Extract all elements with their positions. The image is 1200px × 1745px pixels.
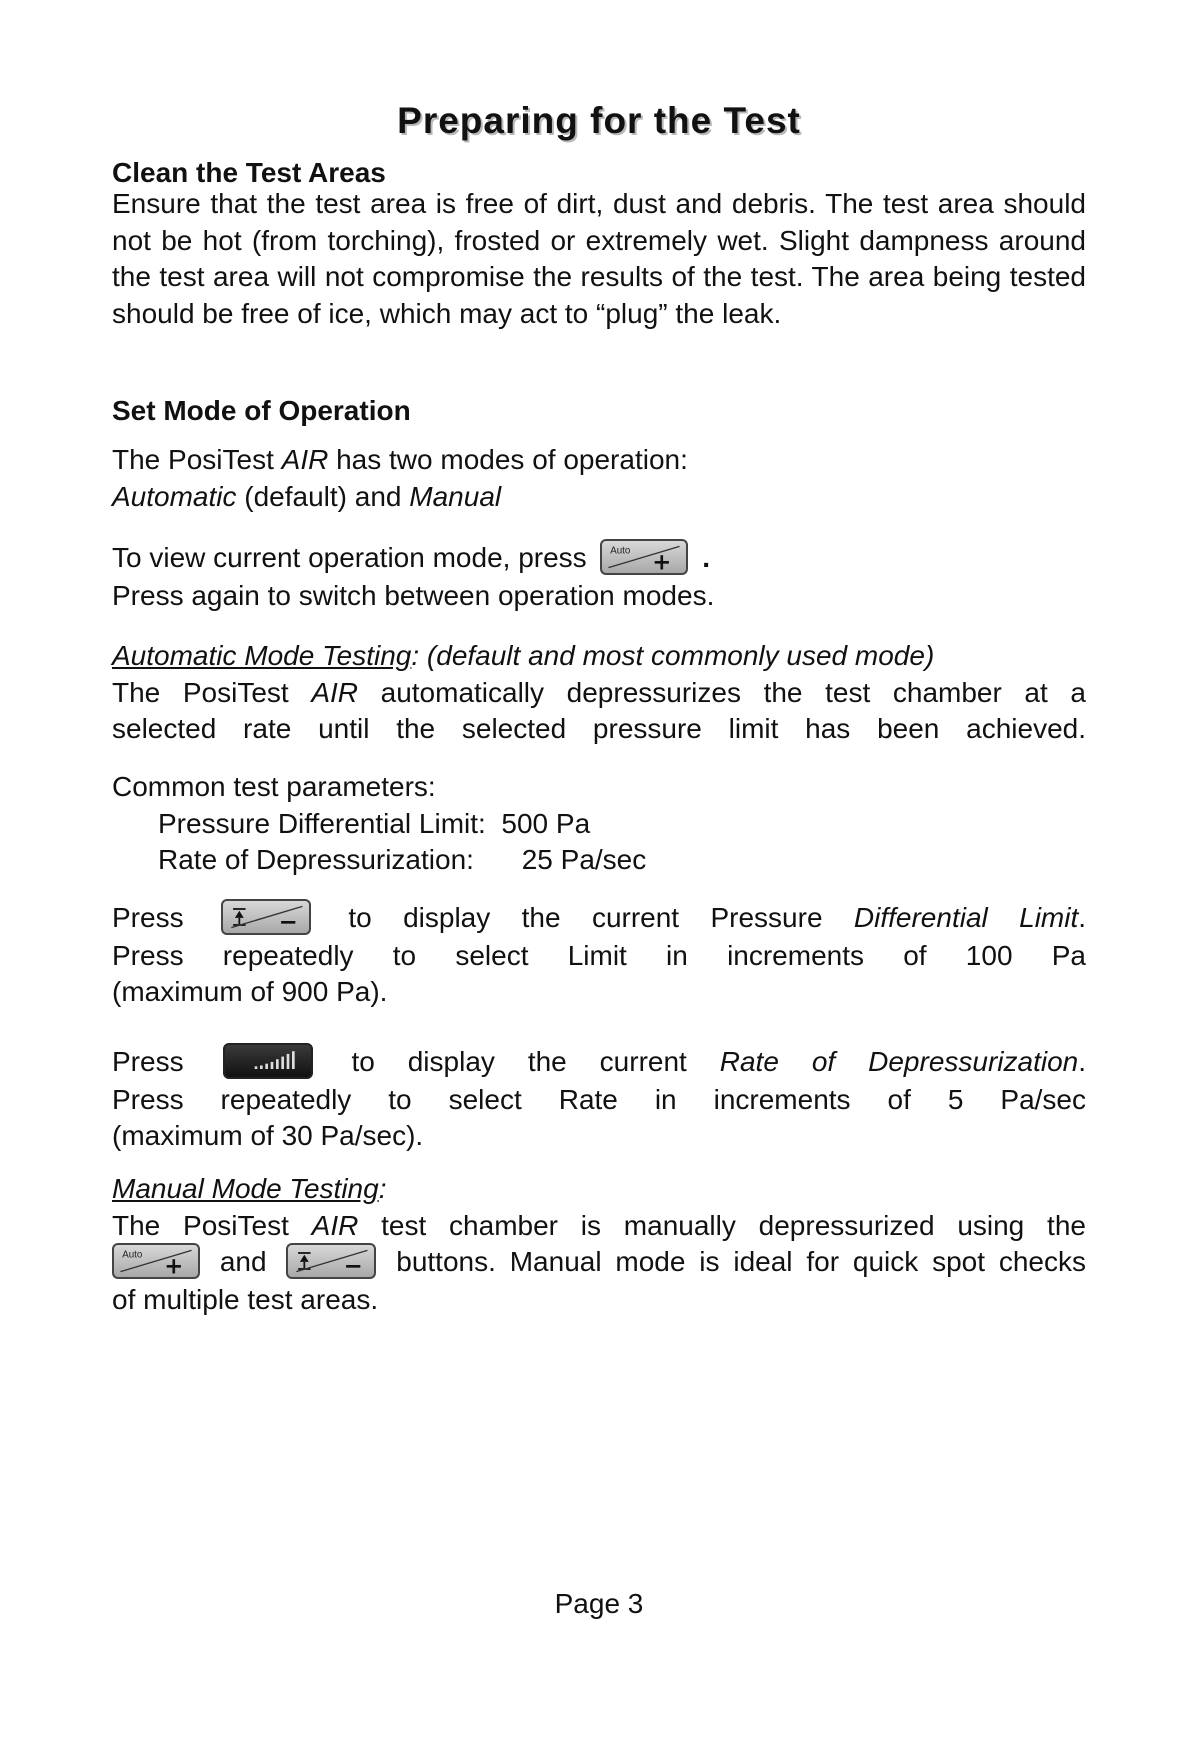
auto-mode-note: : (default and most commonly used mode)	[411, 640, 935, 671]
manual-and-text: and	[219, 1246, 267, 1277]
manual-mode-text: The PosiTest	[112, 1209, 312, 1241]
page-number: Page 3	[554, 1588, 644, 1619]
automatic-term: Automatic	[112, 480, 237, 512]
press-again-text: Press again to switch between operation modes.	[112, 579, 715, 611]
rate-text-line3: (maximum of 30 Pa/sec).	[112, 1120, 424, 1152]
param-limit-value: 500 Pa	[501, 807, 591, 839]
param-rate-row	[112, 842, 1086, 879]
page-title: Preparing for the Test	[397, 100, 801, 141]
params-heading: Common test parameters:	[112, 771, 436, 802]
manual-term: Manual	[409, 480, 502, 512]
view-mode-dot: .	[702, 542, 711, 573]
mode-heading: Set Mode of Operation	[112, 395, 411, 426]
rate-text-line2: Press repeatedly to select Rate in increments of 5 Pa/sec	[112, 1083, 1086, 1115]
manual-mode-text-end: test chamber is manually depressurized using the	[358, 1209, 1086, 1241]
limit-press-word: Press	[112, 902, 184, 933]
rate-paragraph	[112, 1044, 1086, 1155]
limit-dot: .	[1078, 902, 1087, 933]
limit-paragraph	[112, 900, 1086, 1011]
manual-mode-heading: Manual Mode Testing	[112, 1173, 379, 1204]
mode-intro-text-end: has two modes of operation:	[328, 444, 688, 475]
params-section	[112, 769, 1086, 879]
mode-intro-text: The PosiTest	[112, 444, 282, 475]
auto-mode-heading: Automatic Mode Testing	[112, 640, 412, 671]
air-term: AIR	[311, 676, 358, 708]
auto-mode-text-line2: selected rate until the selected pressure limit has been achieved.	[112, 713, 1086, 744]
manual-mode-text-line2: buttons. Manual mode is ideal for quick spot checks	[396, 1246, 1086, 1277]
auto-mode-text-end: automatically depressurizes the test chamber at a	[358, 676, 1086, 708]
air-term: AIR	[311, 1209, 359, 1241]
auto-mode-section	[112, 638, 1086, 748]
auto-mode-text: The PosiTest	[112, 676, 312, 708]
param-rate-value: 25 Pa/sec	[521, 844, 647, 875]
limit-text-line2: Press repeatedly to select Limit in increments of 100 Pa	[112, 939, 1086, 971]
rate-signal-button-icon	[223, 1043, 313, 1079]
limit-minus-button-icon	[221, 899, 311, 935]
rate-term: Rate of Depressurization	[719, 1046, 1079, 1077]
rate-dot: .	[1078, 1046, 1087, 1077]
default-and-text: (default) and	[236, 480, 410, 512]
view-mode-paragraph	[112, 540, 1086, 614]
auto-plus-button-icon	[600, 539, 688, 575]
air-term: AIR	[281, 444, 329, 475]
limit-display-text: to display the current Pressure	[348, 902, 854, 933]
limit-term: Differential Limit	[853, 902, 1079, 933]
rate-display-text: to display the current	[351, 1046, 720, 1077]
clean-heading: Clean the Test Areas	[112, 157, 386, 188]
view-mode-text: To view current operation mode, press	[112, 542, 587, 573]
limit-minus-button-icon	[286, 1243, 376, 1279]
rate-press-word: Press	[112, 1046, 184, 1077]
param-limit-label: Pressure Differential Limit:	[158, 807, 486, 839]
auto-button-label: Auto	[610, 545, 631, 557]
auto-button-label: Auto	[122, 1249, 143, 1261]
limit-text-line3: (maximum of 900 Pa).	[112, 976, 388, 1008]
param-limit-row	[112, 806, 1086, 843]
auto-plus-button-icon	[112, 1243, 200, 1279]
mode-intro	[112, 442, 1086, 515]
manual-mode-colon: :	[378, 1173, 387, 1204]
manual-mode-text-line3: of multiple test areas.	[112, 1283, 379, 1315]
clean-paragraph: Ensure that the test area is free of dirt, dust and debris. The test area should not be hot (from torching), frosted or extremely wet. Slight dampness around the test area will not compromise the results of the test. The area being tested should be free of ice, which may act to “plug” the leak.	[112, 188, 1086, 329]
param-rate-label: Rate of Depressurization:	[158, 844, 474, 875]
manual-mode-section	[112, 1171, 1086, 1318]
